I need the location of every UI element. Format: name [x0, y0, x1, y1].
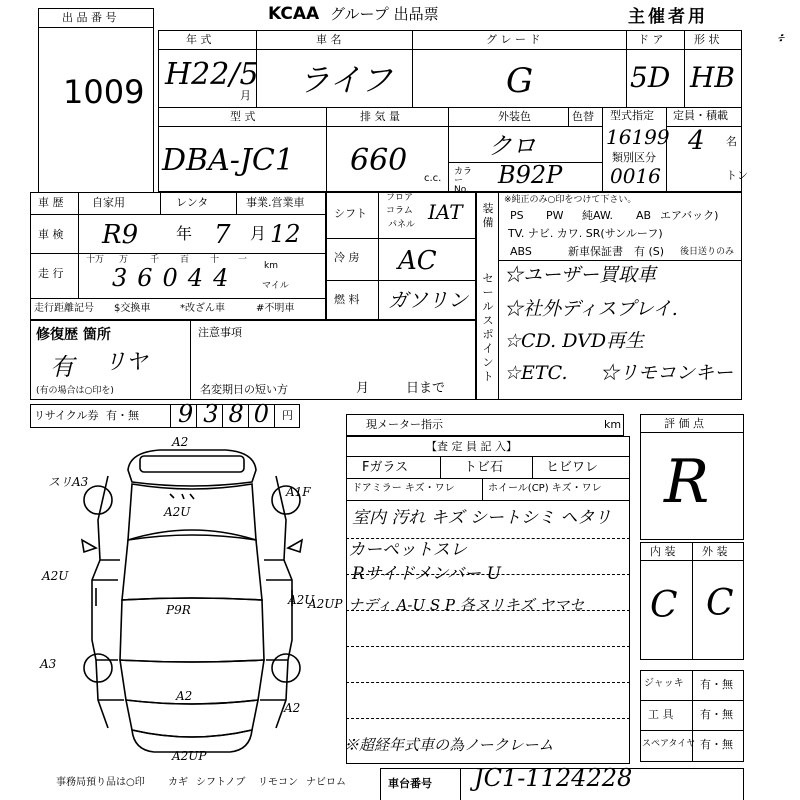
digit-label-5: 十	[210, 255, 220, 265]
office-note: 事務局預り品は○印	[56, 777, 145, 788]
inspection-month-unit: 月	[250, 224, 267, 243]
equip-ab: AB	[636, 209, 652, 222]
color-change-label: 色替	[572, 110, 594, 123]
sales-point-4: ☆ETC.	[504, 362, 568, 384]
class-value: 0016	[610, 164, 661, 188]
inspector-title: 【査 定 員 記 入】	[426, 440, 517, 453]
year-month-unit: 月	[240, 89, 251, 102]
load-unit: トン	[726, 169, 748, 182]
ac-label: 冷 房	[334, 251, 360, 264]
footer-shiftknob: シフトノブ	[196, 777, 246, 788]
digit-label-6: 一	[238, 255, 248, 265]
recycle-options: 有・無	[106, 409, 139, 422]
footer-remote: リモコン	[258, 777, 298, 788]
ext-color-label: 外装色	[498, 110, 531, 123]
meter-unit: km	[604, 418, 622, 431]
meter-label: 現メーター指示	[366, 418, 443, 431]
model-value: ライフ	[298, 61, 393, 99]
organizer-label: 主催者用	[628, 7, 708, 27]
lot-number: 1009	[63, 73, 145, 111]
type-value: DBA-JC1	[162, 143, 294, 178]
equip-later: 後日送りのみ	[680, 247, 735, 257]
comment-4: ナディ A-U S P 各ヌリキズ ヤマセ	[348, 596, 585, 614]
wheel-rear-left	[84, 654, 112, 682]
sales-point-2: ☆社外ディスプレイ.	[504, 298, 678, 320]
history-rental: レンタ	[176, 196, 209, 209]
extra-jack-label: ジャッキ	[644, 678, 684, 689]
mark-front-bumper: A2	[172, 435, 189, 449]
color-value: クロ	[488, 132, 536, 160]
mileage-record-label: 走行距離記号	[34, 303, 94, 314]
grade-value: G	[506, 61, 534, 101]
extra-spare-label: スペアタイヤ	[642, 739, 696, 749]
extra-tool-label: 工 具	[648, 708, 674, 721]
mirror-damage: ドアミラー キズ・ワレ	[352, 483, 455, 494]
type-label: 型 式	[230, 110, 256, 123]
deadline-label: 名変期日の短い方	[200, 383, 288, 396]
year-value: H22/5	[165, 57, 259, 92]
extra-spare-value: 有・無	[700, 738, 733, 751]
ac-value: AC	[398, 246, 437, 276]
capacity-label: 定員・積載	[673, 109, 728, 122]
record-option-tampered: *改ざん車	[180, 303, 225, 314]
score-value: R	[664, 447, 710, 517]
hood	[128, 484, 256, 540]
sales-point-5: ☆リモコンキー	[600, 362, 734, 384]
mileage-value: 36044	[112, 264, 239, 292]
defect-glass: Fガラス	[362, 460, 409, 475]
digit-label-4: 百	[180, 255, 190, 265]
defect-chip: トビ石	[464, 460, 504, 475]
roof	[120, 598, 264, 662]
type-spec-value: 16199	[606, 125, 670, 149]
history-label: 車 歴	[38, 196, 64, 209]
equip-line2: TV. ナビ. カワ. SR(サンルーフ)	[508, 227, 663, 240]
wheel-rear-right	[272, 654, 300, 682]
history-commercial: 事業.営業車	[246, 196, 305, 209]
color-no-value: B92P	[498, 161, 563, 189]
equip-warranty-yes: 有 (S)	[634, 245, 665, 258]
class-label: 類別区分	[612, 151, 656, 164]
digit-label-3: 千	[150, 255, 160, 265]
record-option-exchanged: $交換車	[114, 303, 151, 314]
equip-warranty: 新車保証書	[568, 245, 623, 258]
footer-navirom: ナビロム	[306, 777, 346, 788]
equip-airbag: エアバック)	[660, 209, 719, 222]
mileage-unit-km: km	[264, 261, 278, 271]
equip-abs: ABS	[510, 245, 532, 258]
mark-hood: A2U	[164, 505, 191, 519]
comment-3: Rサイドメンバー U	[352, 564, 501, 584]
mark-rear-right: A2	[284, 701, 301, 715]
mileage-label: 走 行	[38, 267, 64, 280]
equip-pw: PW	[546, 209, 564, 222]
margin-mark: ፥	[776, 28, 785, 47]
equip-ps: PS	[510, 209, 524, 222]
mark-left-door: A2U	[42, 569, 69, 583]
comment-2: カーペットスレ	[348, 540, 467, 560]
repair-label: 修復歴 箇所	[36, 327, 111, 343]
door-value: 5D	[630, 61, 671, 94]
equipment-note: ※純正のみ○印をつけて下さい。	[504, 195, 637, 205]
mirrors	[82, 540, 302, 552]
equip-aw: 純AW.	[582, 209, 614, 222]
record-option-unknown: #不明車	[256, 303, 295, 314]
recycle-label: リサイクル券	[34, 409, 99, 422]
wheel-damage: ホイール(CP) キズ・ワレ	[488, 483, 602, 494]
exterior-value: C	[706, 583, 734, 624]
sales-point-label: セールスポイント	[482, 272, 494, 383]
capacity-unit: 名	[726, 135, 737, 148]
recycle-value: 9380	[178, 400, 280, 428]
door-label: ド ア	[638, 33, 664, 46]
mark-rear: A2	[176, 689, 193, 703]
mark-roof: P9R	[166, 603, 191, 617]
digit-label-1: 十万	[86, 255, 105, 265]
mark-rear-left: A3	[40, 657, 57, 671]
shift-value: IAT	[428, 200, 463, 224]
grade-label: グ レ ー ド	[486, 33, 541, 46]
year-label: 年 式	[186, 33, 212, 46]
type-spec-label: 型式指定	[610, 109, 654, 122]
fuel-label: 燃 料	[334, 293, 360, 306]
repair-value: 有	[50, 353, 74, 381]
shift-floor: フロア	[386, 193, 414, 203]
repair-location: リヤ	[104, 350, 148, 375]
inspection-year-unit: 年	[176, 224, 193, 243]
shape-label: 形 状	[694, 33, 720, 46]
comment-5: ※超経年式車の為ノークレーム	[344, 736, 554, 754]
extra-jack-value: 有・無	[700, 678, 733, 691]
sales-point-1: ☆ユーザー買取車	[504, 264, 657, 286]
defect-crack: ヒビワレ	[546, 460, 599, 475]
shift-panel: パネル	[388, 220, 416, 230]
extra-tool-value: 有・無	[700, 708, 733, 721]
capacity-value: 4	[688, 126, 705, 156]
windshield	[122, 530, 262, 600]
equipment-label: 装備	[482, 202, 494, 229]
remarks-label: 注意事項	[198, 326, 242, 339]
exterior-label: 外 装	[702, 545, 728, 558]
fuel-value: ガソリン	[388, 288, 468, 312]
recycle-unit: 円	[282, 409, 293, 422]
displacement-unit: c.c.	[424, 173, 442, 184]
shape-value: HB	[690, 61, 735, 94]
model-label: 車 名	[316, 33, 342, 46]
deadline-month: 月	[356, 381, 370, 396]
mark-right-door-2: A2U	[288, 593, 315, 607]
score-label: 評 価 点	[664, 417, 704, 430]
sheet-title: グループ 出品票	[330, 5, 439, 23]
mark-rear-bumper: A2UP	[172, 749, 207, 763]
inspection-label: 車 検	[38, 228, 64, 241]
chassis-value: JC1-1124228	[474, 764, 633, 792]
shift-label: シフト	[334, 207, 367, 220]
lot-label: 出 品 番 号	[62, 11, 117, 24]
tailgate	[126, 700, 258, 737]
interior-value: C	[650, 585, 678, 626]
inspection-month: 7	[214, 220, 231, 250]
interior-label: 内 装	[650, 545, 676, 558]
chassis-label: 車台番号	[388, 777, 432, 790]
brand-logo: KCAA	[268, 4, 320, 24]
footer-key: カギ	[168, 777, 188, 788]
wheel-front-left	[84, 486, 112, 514]
inspection-era: R9	[102, 220, 139, 250]
history-private: 自家用	[92, 196, 125, 209]
front-grille	[140, 456, 244, 472]
color-no-label: カラー No.	[454, 167, 473, 195]
comment-1: 室内 汚れ キズ シートシミ ヘタリ	[352, 508, 612, 528]
repair-note: (有の場合は○印を)	[36, 386, 114, 396]
mileage-unit-mile: マイル	[262, 281, 289, 291]
displacement-label: 排 気 量	[360, 110, 400, 123]
shift-column: コラム	[386, 206, 413, 216]
displacement-value: 660	[350, 143, 408, 178]
mark-front-left: スリA3	[48, 475, 89, 489]
digit-label-2: 万	[119, 255, 129, 265]
mark-front-right: A1F	[286, 485, 311, 499]
deadline-day: 日まで	[406, 381, 446, 396]
mark-right-door: A2UP	[308, 597, 343, 611]
inspection-extra: 12	[270, 220, 301, 248]
sales-point-3: ☆CD. DVD再生	[504, 330, 645, 352]
